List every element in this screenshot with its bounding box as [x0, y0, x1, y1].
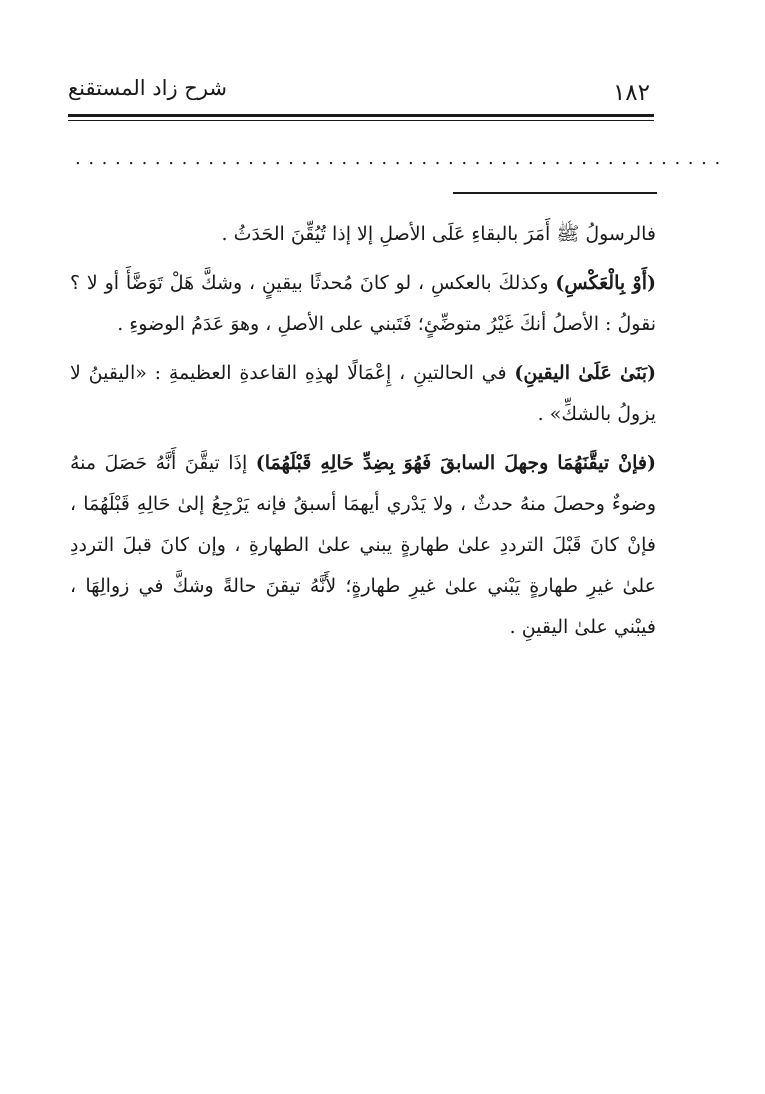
matn-quote: (فإنْ تيقَّنَهُمَا وجهلَ السابقَ فَهُوَ بِضِدِّ حَالِهِ قَبْلَهُمَا) [255, 452, 656, 474]
header-rule-thin [68, 120, 654, 121]
footnote-rule [453, 192, 657, 194]
paragraph [70, 214, 656, 255]
paragraph [70, 443, 656, 648]
matn-quote: (أَوْ بِالْعَكْسِ) [555, 272, 657, 294]
page-number: ١٨٢ [612, 80, 650, 106]
matn-quote: (بَنَىٰ عَلَىٰ اليقينِ) [514, 362, 657, 384]
header-rule-thick [68, 114, 654, 117]
dotted-separator: ................................................. [75, 148, 728, 169]
page-header [68, 66, 654, 114]
book-title: شرح زاد المستقنع [68, 76, 227, 100]
paragraph-text: وكذلكَ بالعكسِ ، لو كانَ مُحدثًا بيقينٍ ، وشكَّ هَلْ تَوَضَّأَ أو لا ؟ نقولُ : الأصلُ أنكَ غَيْرُ متوضِّئٍ؛ فَتَبني على الأصلِ ، وهوَ عَدَمُ الوضوءِ . [70, 272, 656, 335]
paragraph [70, 353, 656, 435]
paragraph [70, 263, 656, 345]
paragraph-text: إذَا تيقَّنَ أَنَّهُ حَصَلَ منهُ وضوءٌ وحصلَ منهُ حدثٌ ، ولا يَدْري أيهمَا أسبقُ فإنه يَرْجِعُ إلىٰ حَالِهِ قَبْلَهُمَا ، فإنْ كانَ قَبْلَ الترددِ علىٰ طهارةٍ يبني علىٰ الطهارةِ ، وإن كانَ قبلَ الترددِ علىٰ غيرِ طهارةٍ يَبْني علىٰ غيرِ طهارةٍ؛ لأَنَّهُ تيقنَ حالةً وشكَّ في زوالِهَا ، فيبْني علىٰ اليقينِ . [70, 452, 656, 638]
main-text [70, 214, 656, 656]
paragraph-text: في الحالتينِ ، إِعْمَالًا لهذِهِ القاعدةِ العظيمةِ : «اليقينُ لا يزولُ بالشكِّ» . [70, 362, 656, 425]
paragraph-text: فالرسولُ ﷺ أَمَرَ بالبقاءِ عَلَى الأصلِ إلا إذا تُيُقِّنَ الحَدَثُ . [221, 223, 656, 245]
